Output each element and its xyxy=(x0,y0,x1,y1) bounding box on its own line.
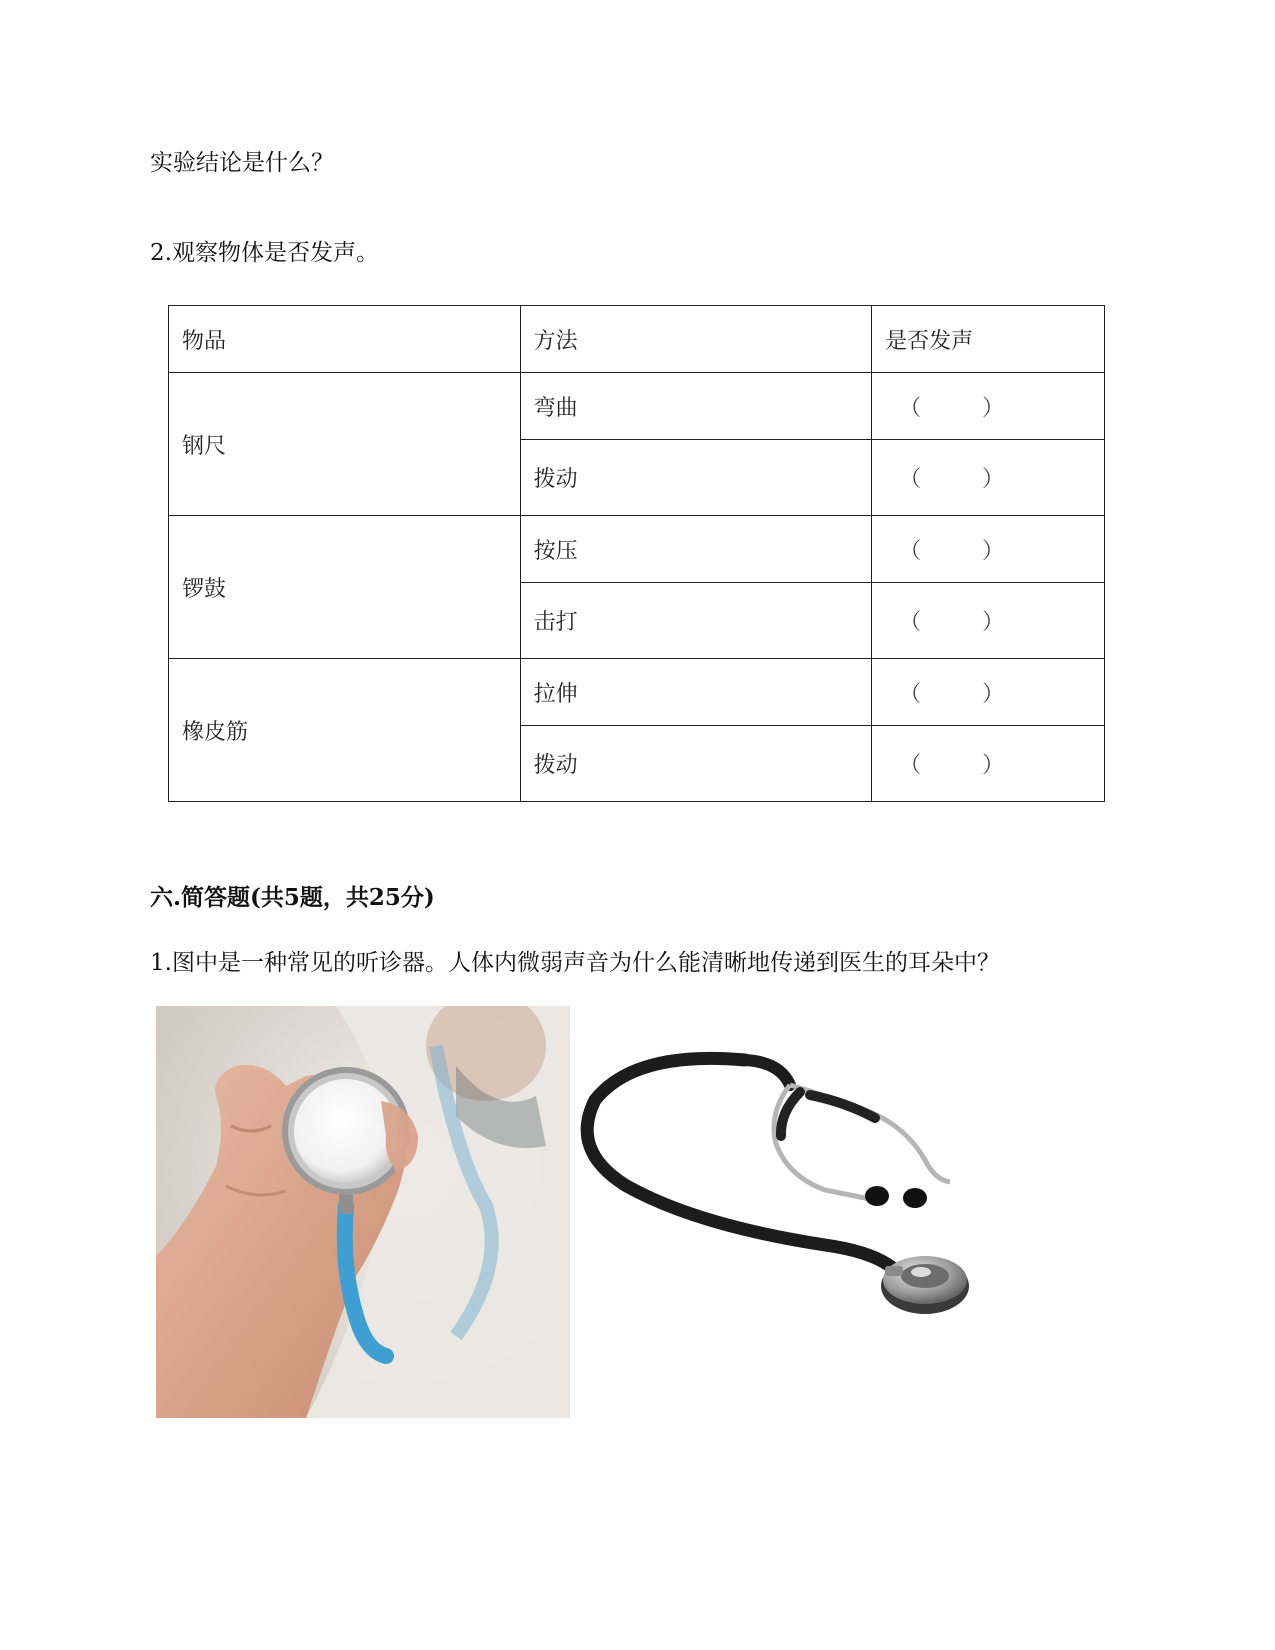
question-2-title: 2.观察物体是否发声。 xyxy=(150,240,379,266)
observation-table xyxy=(168,305,1105,802)
header-method: 方法 xyxy=(520,306,872,373)
method-cell: 弯曲 xyxy=(520,373,872,440)
table-row xyxy=(169,373,1105,440)
answer-blank[interactable]: （ ） xyxy=(872,516,1105,583)
method-cell: 拉伸 xyxy=(520,659,872,726)
answer-blank[interactable]: （ ） xyxy=(872,373,1105,440)
short-answer-question-1: 1.图中是一种常见的听诊器。人体内微弱声音为什么能清晰地传递到医生的耳朵中？ xyxy=(150,950,1000,976)
doctor-holding-stethoscope-photo xyxy=(156,1006,570,1418)
table-row xyxy=(169,516,1105,583)
stethoscope-photo xyxy=(575,1040,1015,1360)
answer-blank[interactable]: （ ） xyxy=(872,726,1105,802)
table-header-row xyxy=(169,306,1105,373)
answer-blank[interactable]: （ ） xyxy=(872,440,1105,516)
header-sound: 是否发声 xyxy=(872,306,1105,373)
header-item: 物品 xyxy=(169,306,521,373)
method-cell: 拨动 xyxy=(520,726,872,802)
question-conclusion: 实验结论是什么？ xyxy=(150,150,334,176)
method-cell: 按压 xyxy=(520,516,872,583)
item-cell: 钢尺 xyxy=(169,373,521,516)
method-cell: 击打 xyxy=(520,583,872,659)
item-cell: 锣鼓 xyxy=(169,516,521,659)
method-cell: 拨动 xyxy=(520,440,872,516)
item-cell: 橡皮筋 xyxy=(169,659,521,802)
answer-blank[interactable]: （ ） xyxy=(872,659,1105,726)
answer-blank[interactable]: （ ） xyxy=(872,583,1105,659)
section-title: 六.简答题(共5题，共25分) xyxy=(150,884,435,911)
table-row xyxy=(169,659,1105,726)
